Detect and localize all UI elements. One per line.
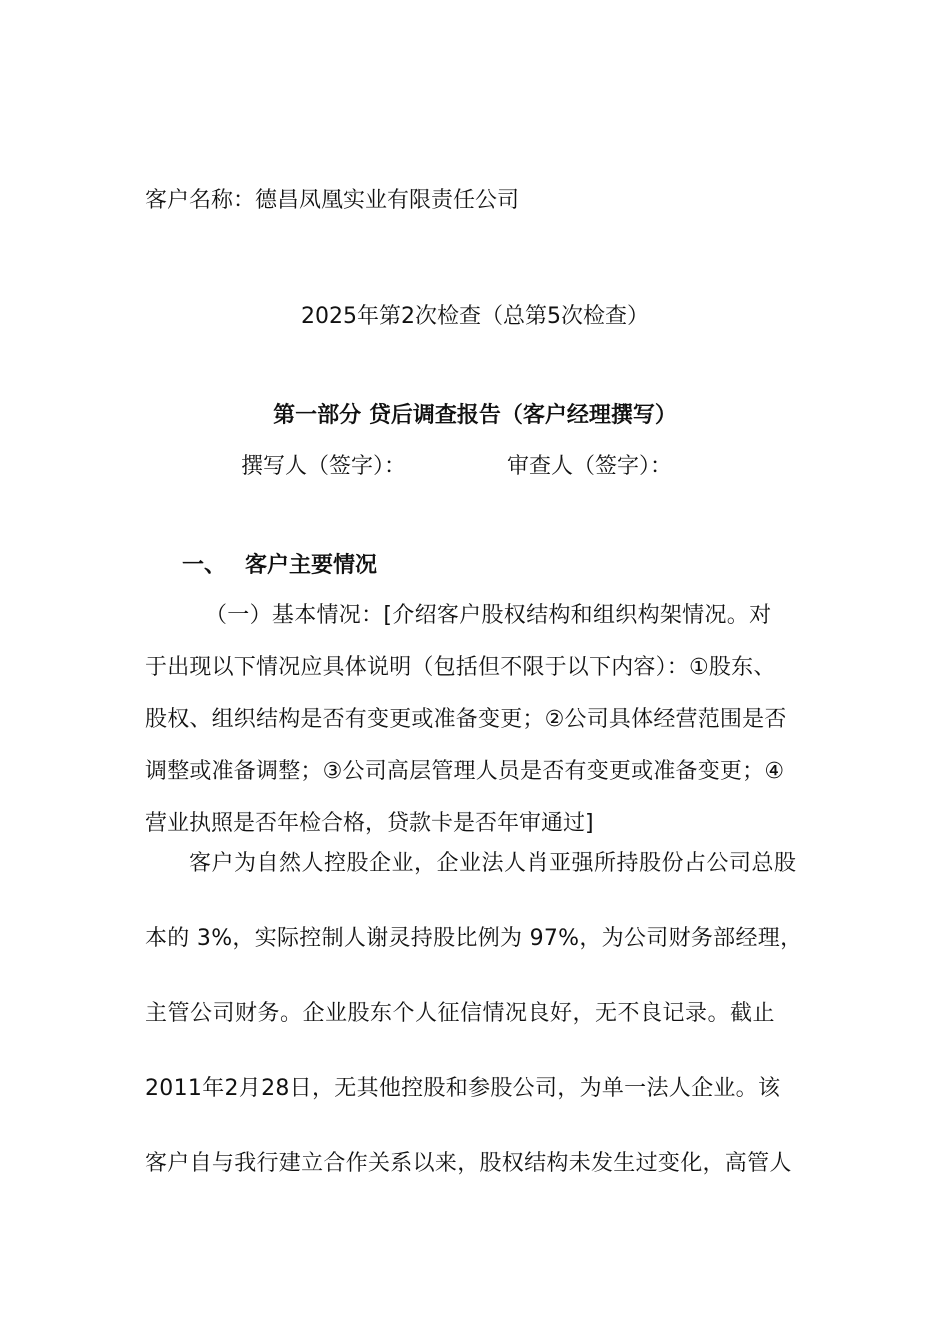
- part-title: 第一部分 贷后调查报告（客户经理撰写）: [273, 403, 677, 428]
- reviewer-signature-label: 审查人（签字）：: [507, 454, 673, 479]
- customer-name-line: 客户名称：德昌凤凰实业有限责任公司: [145, 188, 520, 213]
- basic-info-line: 于出现以下情况应具体说明（包括但不限于以下内容）：①股东、: [145, 655, 776, 680]
- writer-signature-label: 撰写人（签字）：: [241, 454, 407, 479]
- section-title: 客户主要情况: [245, 553, 378, 578]
- check-title: 2025年第2次检查（总第5次检查）: [301, 304, 649, 329]
- body-line: 客户为自然人控股企业，企业法人肖亚强所持股份占公司总股: [189, 851, 797, 876]
- basic-info-line: 营业执照是否年检合格，贷款卡是否年审通过]: [145, 811, 594, 836]
- basic-info-line: （一）基本情况：[介绍客户股权结构和组织构架情况。对: [205, 603, 772, 628]
- body-line: 主管公司财务。企业股东个人征信情况良好，无不良记录。截止: [145, 1001, 776, 1026]
- basic-info-paragraph: [145, 601, 809, 839]
- body-line: 本的 3%，实际控制人谢灵持股比例为 97%，为公司财务部经理，: [145, 926, 803, 951]
- basic-info-line: 调整或准备调整；③公司高层管理人员是否有变更或准备变更；④: [145, 759, 785, 784]
- section-number: 一、: [182, 553, 227, 578]
- body-paragraph: [145, 849, 809, 1179]
- body-line: 2011年2月28日，无其他控股和参股公司，为单一法人企业。该: [145, 1076, 781, 1101]
- basic-info-line: 股权、组织结构是否有变更或准备变更；②公司具体经营范围是否: [145, 707, 787, 732]
- body-line: 客户自与我行建立合作关系以来，股权结构未发生过变化，高管人: [145, 1151, 792, 1176]
